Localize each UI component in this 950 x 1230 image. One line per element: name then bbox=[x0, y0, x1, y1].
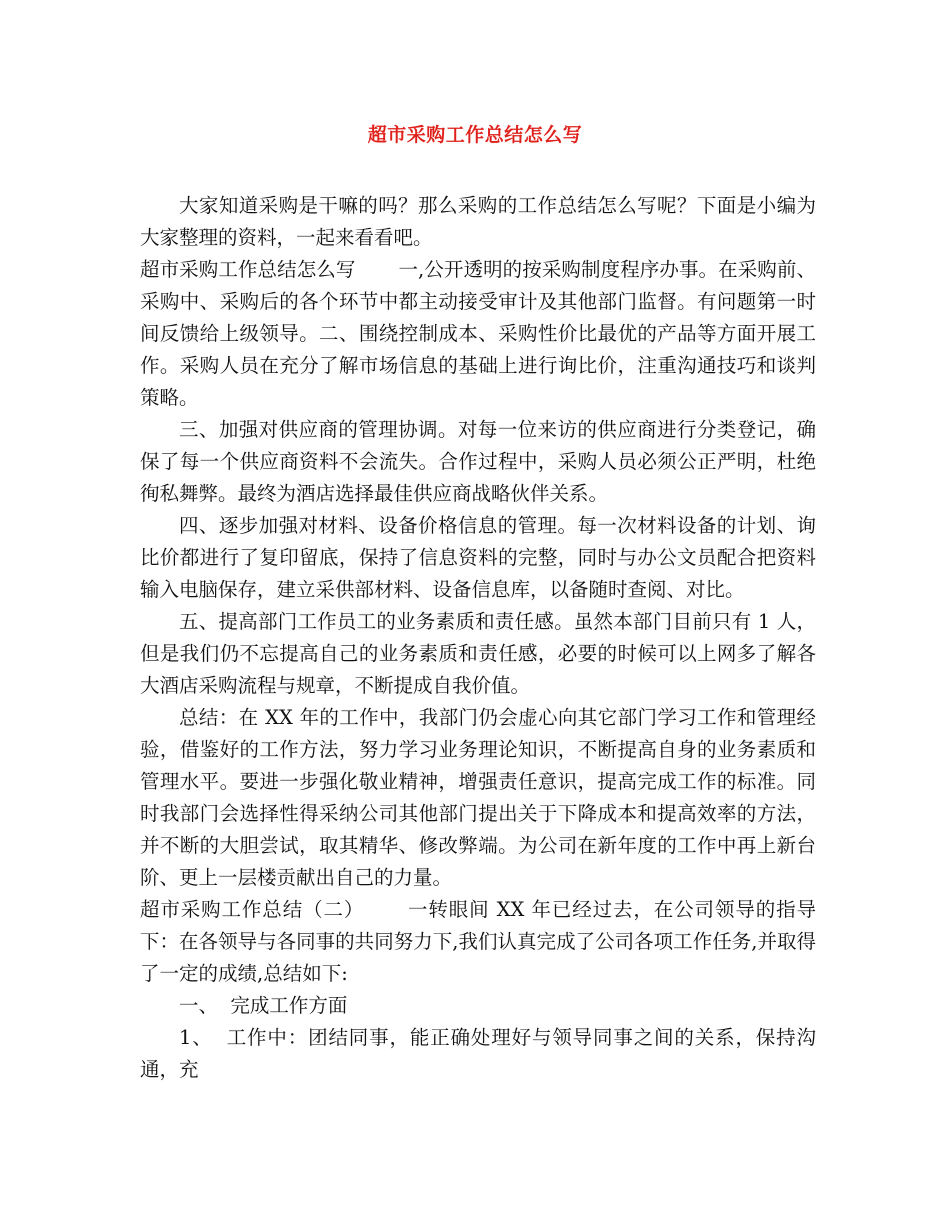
document-body bbox=[140, 190, 816, 1086]
section-heading: 超市采购工作总结怎么写 bbox=[140, 258, 356, 281]
document-title: 超市采购工作总结怎么写 bbox=[367, 124, 583, 146]
paragraph-point-5: 五、提高部门工作员工的业务素质和责任感。虽然本部门目前只有 1 人，但是我们仍不忘提高自己的业务素质和责任感，必要的时候可以上网多了解各大酒店采购流程与规章，不断提成自我价值。 bbox=[140, 610, 816, 697]
paragraph-section-2 bbox=[140, 894, 816, 990]
section-heading: 超市采购工作总结（二） bbox=[140, 898, 365, 921]
paragraph-point-4: 四、逐步加强对材料、设备价格信息的管理。每一次材料设备的计划、询比价都进行了复印留底，保持了信息资料的完整，同时与办公文员配合把资料输入电脑保存，建立采供部材料、设备信息库，以备随时查阅、对比。 bbox=[140, 514, 816, 601]
paragraph-text: 一转眼间 XX 年已经过去，在公司领导的指导下：在各领导与各同事的共同努力下,我们认真完成了公司各项工作任务,并取得了一定的成绩,总结如下: bbox=[140, 898, 816, 985]
paragraph-text: 一,公开透明的按采购制度程序办事。在采购前、采购中、采购后的各个环节中都主动接受审计及其他部门监督。有问题第一时间反馈给上级领导。二、围绕控制成本、采购性价比最优的产品等方面开展工作。采购人员在充分了解市场信息的基础上进行询比价，注重沟通技巧和谈判策略。 bbox=[140, 258, 816, 409]
paragraph-intro: 大家知道采购是干嘛的吗？那么采购的工作总结怎么写呢？下面是小编为大家整理的资料，一起来看看吧。 bbox=[140, 194, 816, 249]
paragraph-point-3: 三、加强对供应商的管理协调。对每一位来访的供应商进行分类登记，确保了每一个供应商资料不会流失。合作过程中，采购人员必须公正严明，杜绝徇私舞弊。最终为酒店选择最佳供应商战略伙伴关系。 bbox=[140, 418, 816, 505]
paragraph-item-1: 1、 工作中：团结同事，能正确处理好与领导同事之间的关系，保持沟通，充 bbox=[140, 1026, 816, 1081]
paragraph-summary: 总结：在 XX 年的工作中，我部门仍会虚心向其它部门学习工作和管理经验，借鉴好的工作方法，努力学习业务理论知识，不断提高自身的业务素质和管理水平。要进一步强化敬业精神，增强责任意识，提高完成工作的标准。同时我部门会选择性得采纳公司其他部门提出关于下降成本和提高效率的方法，并不断的大胆尝试，取其精华、修改弊端。为公司在新年度的工作中再上新台阶、更上一层楼贡献出自己的力量。 bbox=[140, 706, 816, 889]
subheading-work-completed: 一、 完成工作方面 bbox=[179, 994, 348, 1017]
paragraph-section-1 bbox=[140, 254, 816, 414]
